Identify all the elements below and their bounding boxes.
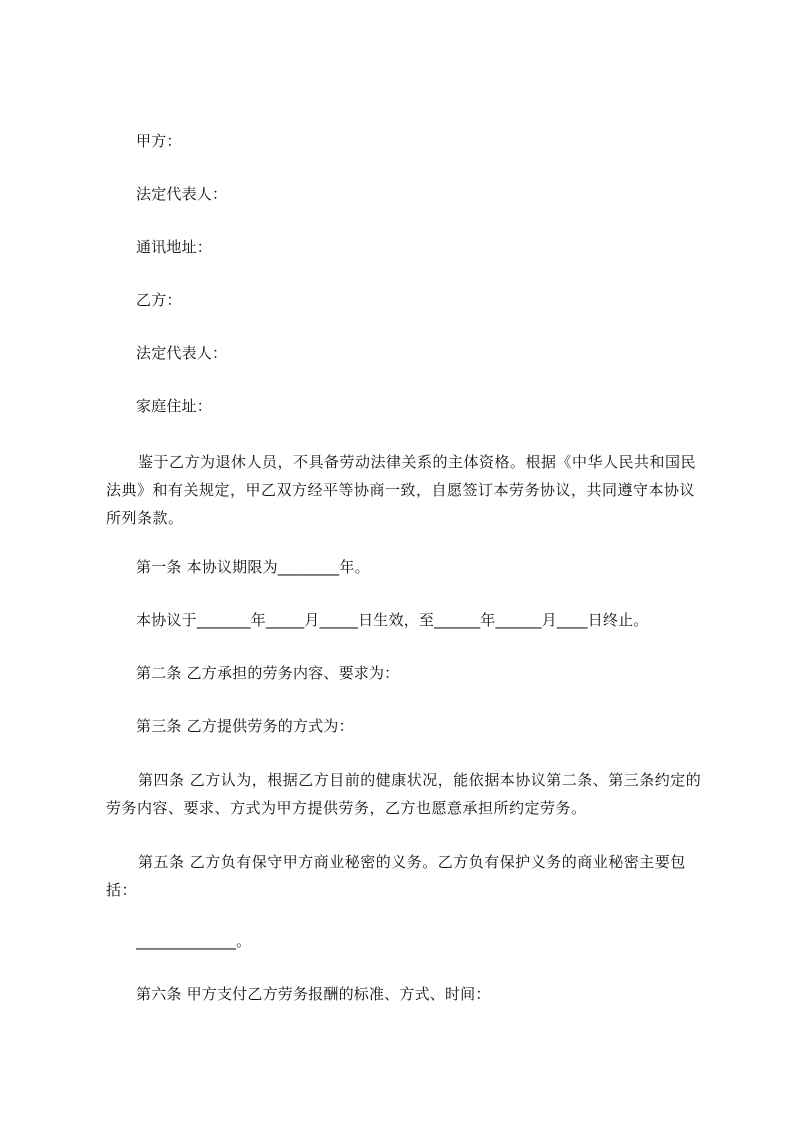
preamble-text: 鉴于乙方为退休人员，不具备劳动法律关系的主体资格。根据《中华人民共和国民法典》和有关规定，甲乙双方经平等协商一致，自愿签订本劳务协议，共同遵守本协议所列条款。 xyxy=(106,453,697,527)
article-2: 第二条 乙方承担的劳务内容、要求为： xyxy=(136,664,400,682)
article-4-paragraph xyxy=(106,766,704,822)
article-3: 第三条 乙方提供劳务的方式为： xyxy=(136,717,354,735)
party-a-address-label: 通讯地址： xyxy=(136,238,213,256)
article-6: 第六条 甲方支付乙方劳务报酬的标准、方式、时间： xyxy=(136,985,491,1003)
article-5-blank: _____________。 xyxy=(136,932,252,950)
party-a-representative-label: 法定代表人： xyxy=(136,185,228,203)
party-a-label: 甲方： xyxy=(136,132,182,150)
article-1-term: 第一条 本协议期限为________年。 xyxy=(136,558,370,576)
article-5-paragraph xyxy=(106,848,704,904)
article-4-text: 第四条 乙方认为，根据乙方目前的健康状况，能依据本协议第二条、第三条约定的劳务内容、要求、方式为甲方提供劳务，乙方也愿意承担所约定劳务。 xyxy=(106,771,702,817)
party-b-home-address-label: 家庭住址： xyxy=(136,397,213,415)
preamble-paragraph xyxy=(106,448,704,532)
party-b-label: 乙方： xyxy=(136,291,182,309)
article-5-text: 第五条 乙方负有保守甲方商业秘密的义务。乙方负有保护义务的商业秘密主要包括： xyxy=(106,853,686,899)
party-b-representative-label: 法定代表人： xyxy=(136,344,228,362)
article-1-dates: 本协议于_______年_____月_____日生效，至______年______月____日终止。 xyxy=(136,611,649,629)
